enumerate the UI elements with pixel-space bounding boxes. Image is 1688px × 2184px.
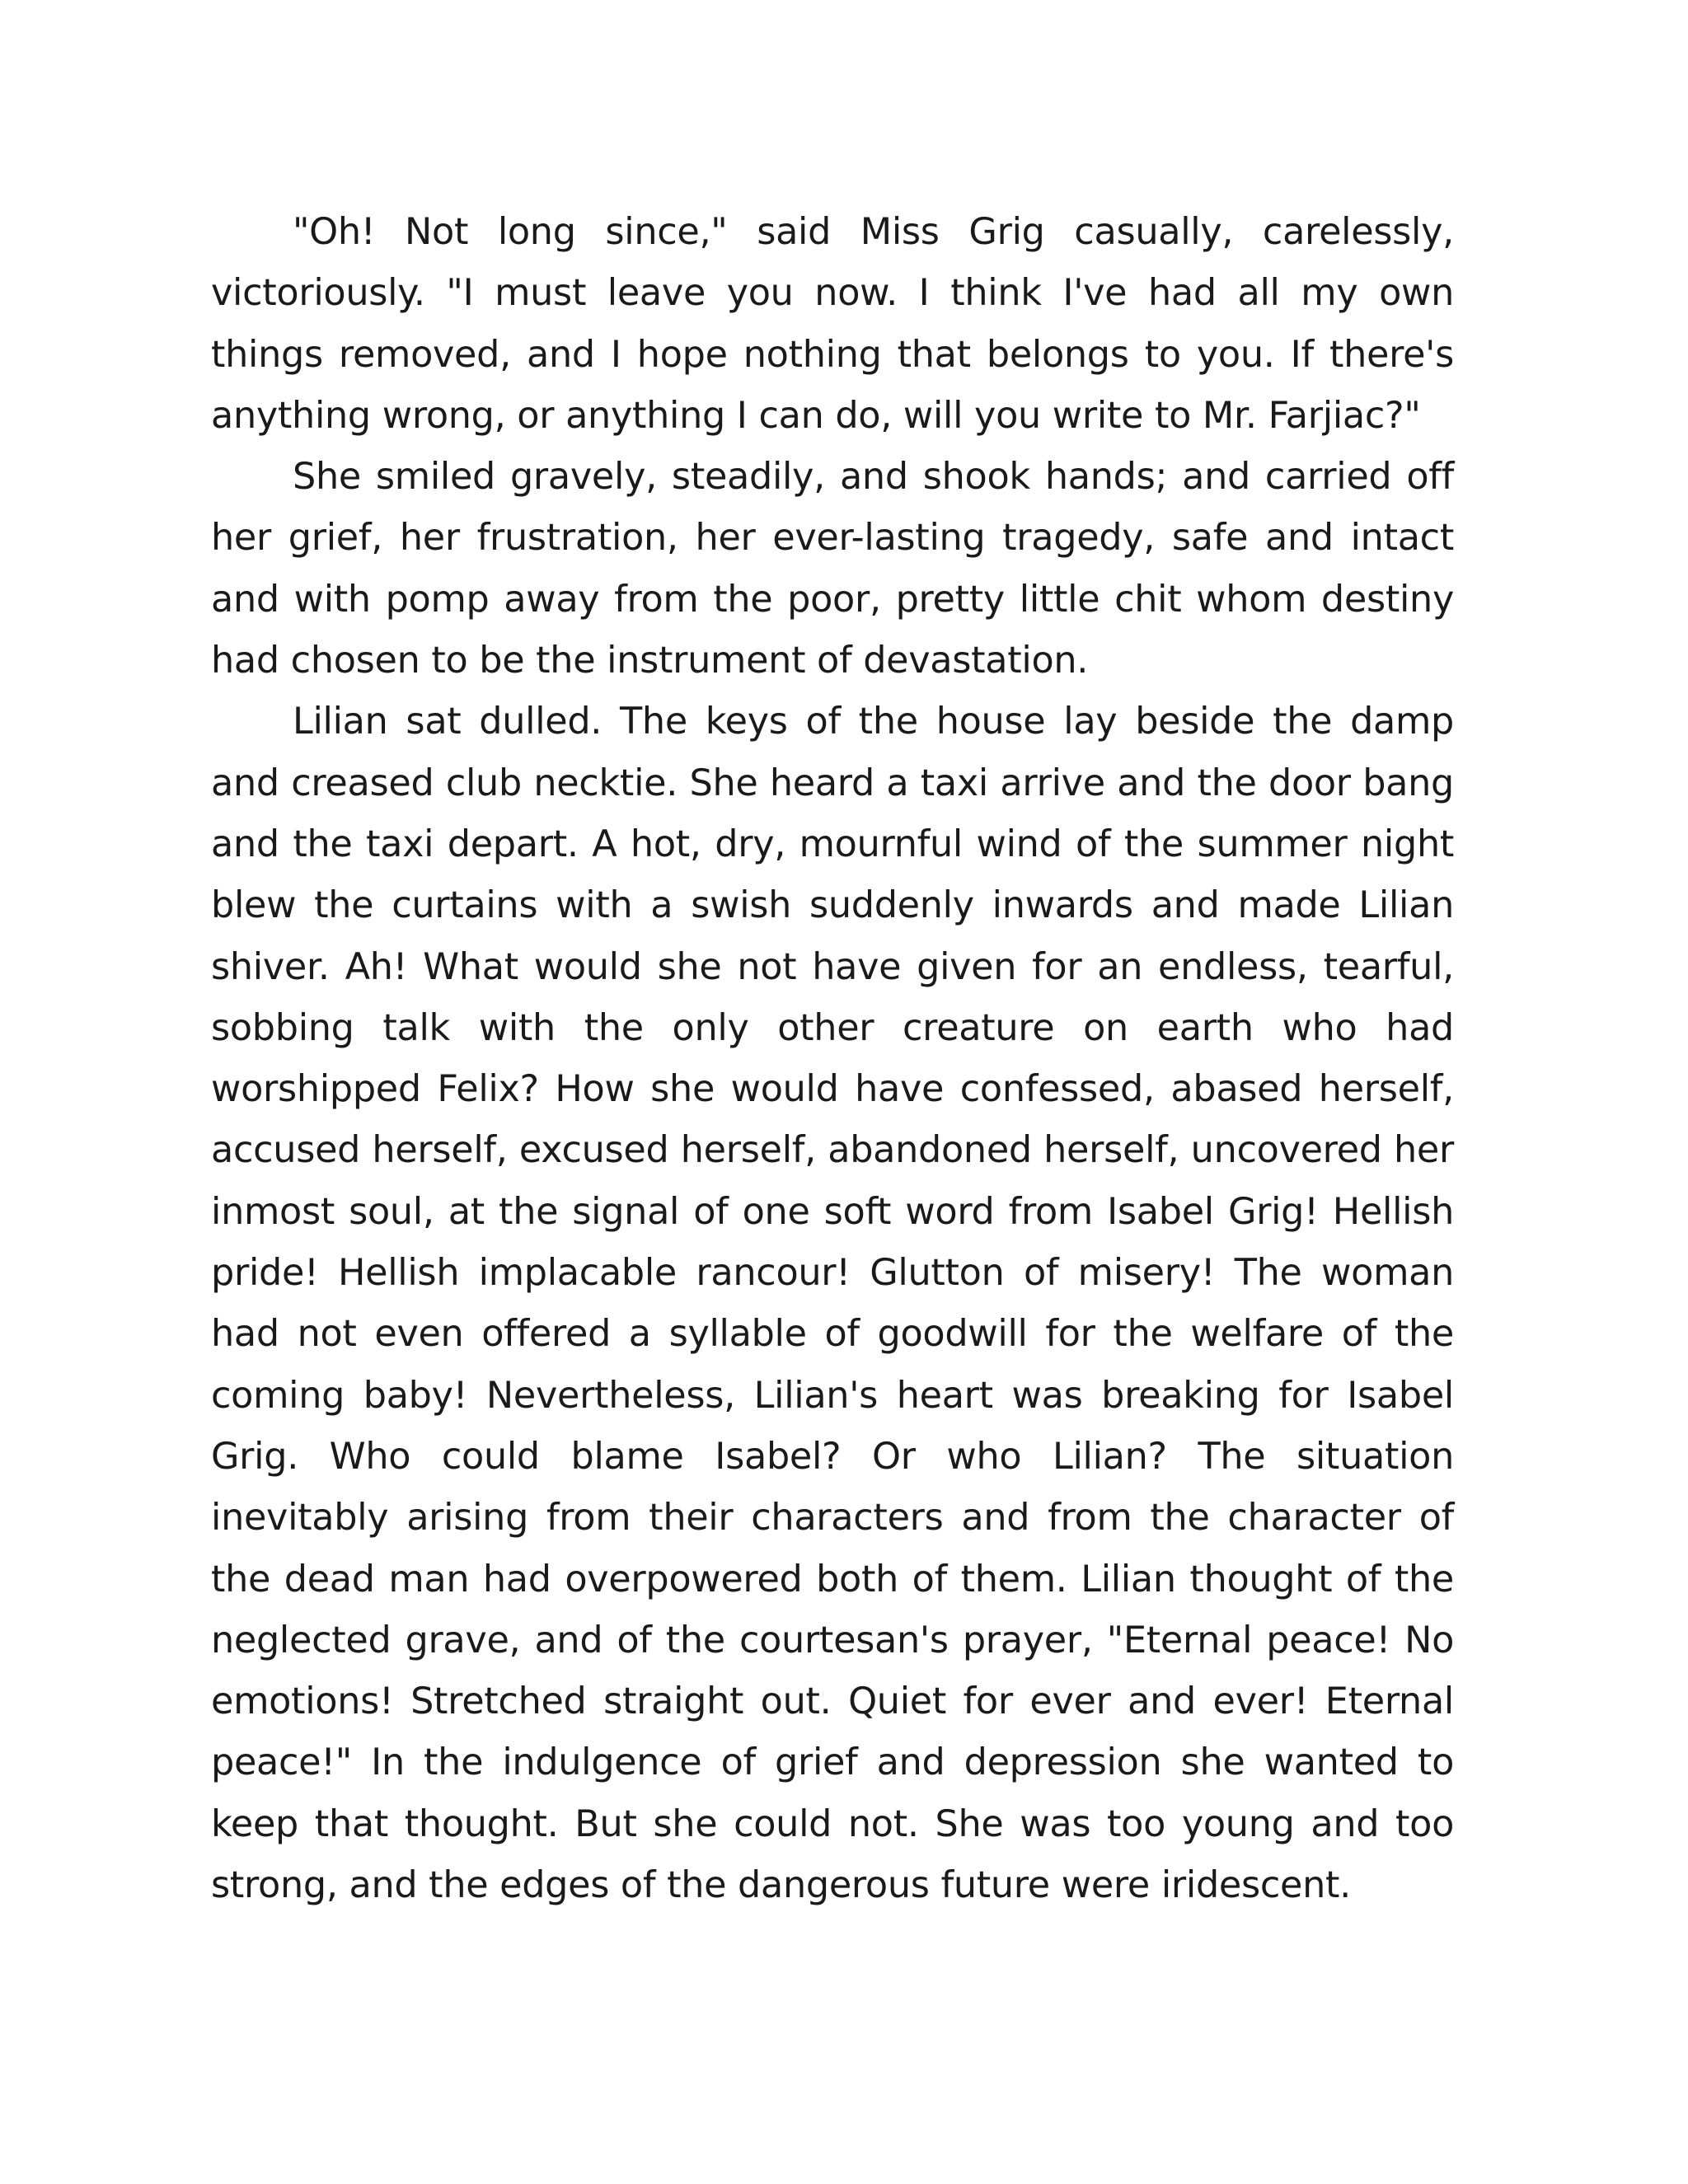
paragraph-1: "Oh! Not long since," said Miss Grig casually, carelessly, victoriously. "I must leave you now. I think I've had all my own things removed, and I hope nothing that belongs to you. If there's anything wrong, or anything I can do, will you write to Mr. Farjiac?"	[211, 211, 1454, 437]
paragraph-3: Lilian sat dulled. The keys of the house lay beside the damp and creased club necktie. She heard a taxi arrive and the door bang and the taxi depart. A hot, dry, mournful wind of the summer night blew the curtains with a swish suddenly inwards and made Lilian shiver. Ah! What would she not have given for an endless, tearful, sobbing talk with the only other creature on earth who had worshipped Felix? How she would have confessed, abased herself, accused herself, excused herself, abandoned herself, uncovered her inmost soul, at the signal of one soft word from Isabel Grig! Hellish pride! Hellish implacable rancour! Glutton of misery! The woman had not even offered a syllable of goodwill for the welfare of the coming baby! Nevertheless, Lilian's heart was breaking for Isabel Grig. Who could blame Isabel? Or who Lilian? The situation inevitably arising from their characters and from the character of the dead man had overpowered both of them. Lilian thought of the neglected grave, and of the courtesan's prayer, "Eternal peace! No emotions! Stretched straight out. Quiet for ever and ever! Eternal peace!" In the indulgence of grief and depression she wanted to keep that thought. But she could not. She was too young and too strong, and the edges of the dangerous future were iridescent.	[211, 701, 1454, 1907]
paragraph-2: She smiled gravely, steadily, and shook hands; and carried off her grief, her frustration, her ever-lasting tragedy, safe and intact and with pomp away from the poor, pretty little chit whom destiny had chosen to be the instrument of devastation.	[211, 456, 1454, 682]
body-text	[211, 202, 1454, 1916]
